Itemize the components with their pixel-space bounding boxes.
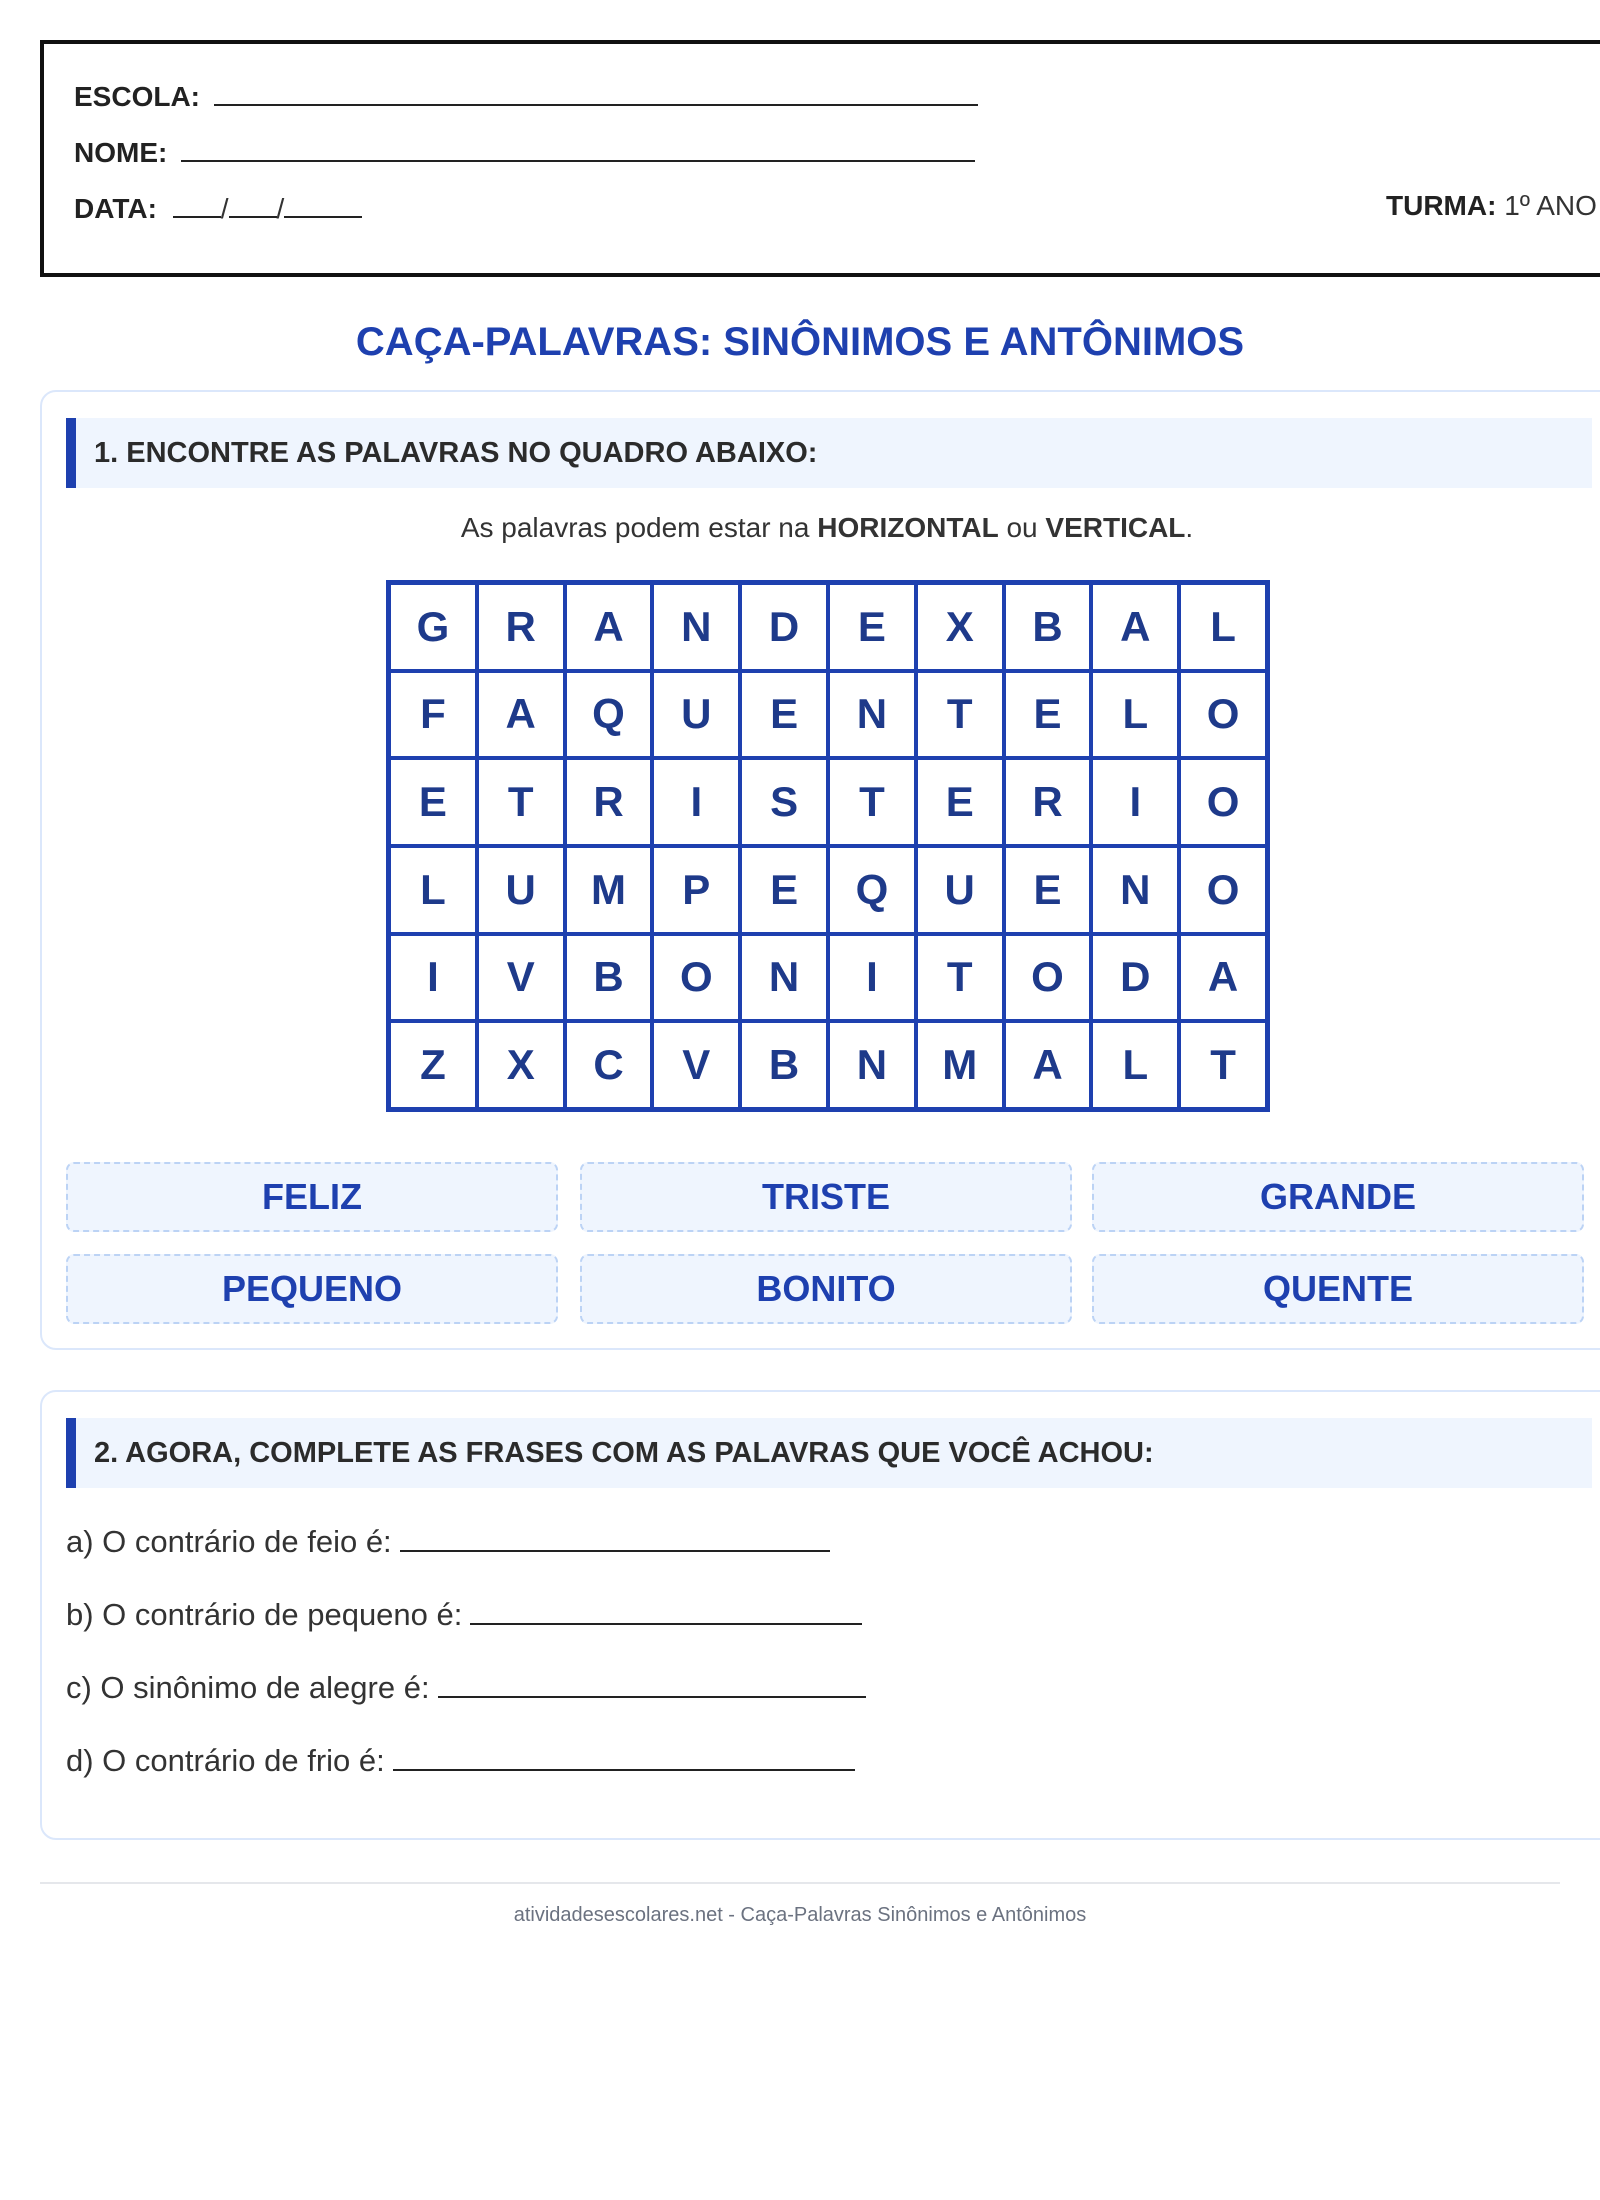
grid-cell: O (1004, 934, 1092, 1022)
grid-cell: A (565, 583, 653, 671)
grid-cell: C (565, 1021, 653, 1109)
instruction-vertical: VERTICAL (1045, 512, 1186, 543)
word-quente: QUENTE (1092, 1254, 1584, 1324)
grid-cell: N (828, 671, 916, 759)
grid-cell: O (1179, 671, 1267, 759)
sentence-a-text: a) O contrário de feio é: (66, 1524, 392, 1559)
grid-cell: O (1179, 846, 1267, 934)
section-complete-sentences (40, 1390, 1600, 1840)
grid-cell: U (652, 671, 740, 759)
escola-field[interactable] (214, 78, 978, 106)
grid-cell: T (916, 671, 1004, 759)
date-day-field[interactable] (173, 190, 221, 218)
sentence-c-answer[interactable] (438, 1668, 866, 1698)
instruction-text (42, 512, 1600, 544)
word-feliz: FELIZ (66, 1162, 558, 1232)
grid-cell: N (1091, 846, 1179, 934)
page-title: CAÇA-PALAVRAS: SINÔNIMOS E ANTÔNIMOS (355, 320, 1245, 364)
grid-cell: D (740, 583, 828, 671)
grid-cell: P (652, 846, 740, 934)
sentence-a-answer[interactable] (400, 1522, 830, 1552)
word-triste: TRISTE (580, 1162, 1072, 1232)
grid-cell: G (389, 583, 477, 671)
grid-cell: T (477, 758, 565, 846)
grid-cell: A (1179, 934, 1267, 1022)
sentence-d-text: d) O contrário de frio é: (66, 1743, 385, 1778)
grid-cell: Q (565, 671, 653, 759)
sentence-b-text: b) O contrário de pequeno é: (66, 1597, 463, 1632)
grid-cell: V (652, 1021, 740, 1109)
grid-cell: A (477, 671, 565, 759)
word-pequeno: PEQUENO (66, 1254, 558, 1324)
letter-grid (386, 580, 1270, 1112)
sentence-c-text: c) O sinônimo de alegre é: (66, 1670, 430, 1705)
grid-cell: T (1179, 1021, 1267, 1109)
date-month-field[interactable] (229, 190, 277, 218)
nome-field[interactable] (181, 134, 975, 162)
grid-cell: T (828, 758, 916, 846)
instruction-suffix: . (1185, 512, 1194, 543)
turma-row (1386, 190, 1597, 222)
date-year-field[interactable] (284, 190, 362, 218)
grid-cell: Z (389, 1021, 477, 1109)
instruction-horizontal: HORIZONTAL (817, 512, 999, 543)
grid-cell: M (916, 1021, 1004, 1109)
grid-cell: E (916, 758, 1004, 846)
sentence-b-answer[interactable] (470, 1595, 862, 1625)
grid-cell: A (1004, 1021, 1092, 1109)
date-separator: / (220, 193, 229, 224)
grid-cell: L (1179, 583, 1267, 671)
escola-label: ESCOLA: (74, 81, 200, 112)
word-bonito: BONITO (580, 1254, 1072, 1324)
grid-cell: U (477, 846, 565, 934)
grid-cell: E (389, 758, 477, 846)
grid-cell: N (828, 1021, 916, 1109)
footer-divider (40, 1882, 1560, 1884)
instruction-prefix: As palavras podem estar na (460, 512, 818, 543)
grid-cell: I (1091, 758, 1179, 846)
grid-cell: B (1004, 583, 1092, 671)
nome-row (74, 134, 975, 169)
sentence-d (66, 1741, 855, 1779)
grid-cell: L (389, 846, 477, 934)
grid-cell: N (740, 934, 828, 1022)
nome-label: NOME: (74, 137, 168, 168)
sentence-b (66, 1595, 862, 1633)
sentence-c (66, 1668, 866, 1706)
grid-cell: L (1091, 671, 1179, 759)
grid-cell: E (828, 583, 916, 671)
escola-row (74, 78, 978, 113)
section-1-heading: 1. ENCONTRE AS PALAVRAS NO QUADRO ABAIXO: (66, 418, 1592, 488)
data-row (74, 190, 362, 225)
grid-cell: I (389, 934, 477, 1022)
grid-cell: E (740, 671, 828, 759)
grid-cell: E (740, 846, 828, 934)
section-word-search (40, 390, 1600, 1350)
grid-cell: Q (828, 846, 916, 934)
grid-cell: B (740, 1021, 828, 1109)
grid-cell: R (1004, 758, 1092, 846)
grid-cell: O (652, 934, 740, 1022)
header-box (40, 40, 1600, 277)
grid-cell: E (1004, 846, 1092, 934)
grid-cell: V (477, 934, 565, 1022)
sentence-d-answer[interactable] (393, 1741, 855, 1771)
grid-cell: M (565, 846, 653, 934)
grid-cell: L (1091, 1021, 1179, 1109)
grid-cell: R (565, 758, 653, 846)
grid-cell: I (652, 758, 740, 846)
section-2-heading: 2. AGORA, COMPLETE AS FRASES COM AS PALAVRAS QUE VOCÊ ACHOU: (66, 1418, 1592, 1488)
grid-cell: U (916, 846, 1004, 934)
grid-cell: B (565, 934, 653, 1022)
footer-text: atividadesescolares.net - Caça-Palavras Sinônimos e Antônimos (513, 1904, 1087, 1926)
grid-cell: O (1179, 758, 1267, 846)
word-grande: GRANDE (1092, 1162, 1584, 1232)
grid-cell: E (1004, 671, 1092, 759)
grid-cell: N (652, 583, 740, 671)
grid-cell: S (740, 758, 828, 846)
turma-value: 1º ANO (1504, 190, 1597, 221)
grid-cell: X (477, 1021, 565, 1109)
grid-cell: D (1091, 934, 1179, 1022)
turma-label: TURMA: (1386, 190, 1497, 221)
instruction-middle: ou (998, 512, 1046, 543)
sentence-a (66, 1522, 830, 1560)
grid-cell: R (477, 583, 565, 671)
grid-cell: X (916, 583, 1004, 671)
grid-cell: A (1091, 583, 1179, 671)
grid-cell: T (916, 934, 1004, 1022)
data-label: DATA: (74, 193, 157, 224)
grid-cell: F (389, 671, 477, 759)
date-separator: / (276, 193, 285, 224)
grid-cell: I (828, 934, 916, 1022)
